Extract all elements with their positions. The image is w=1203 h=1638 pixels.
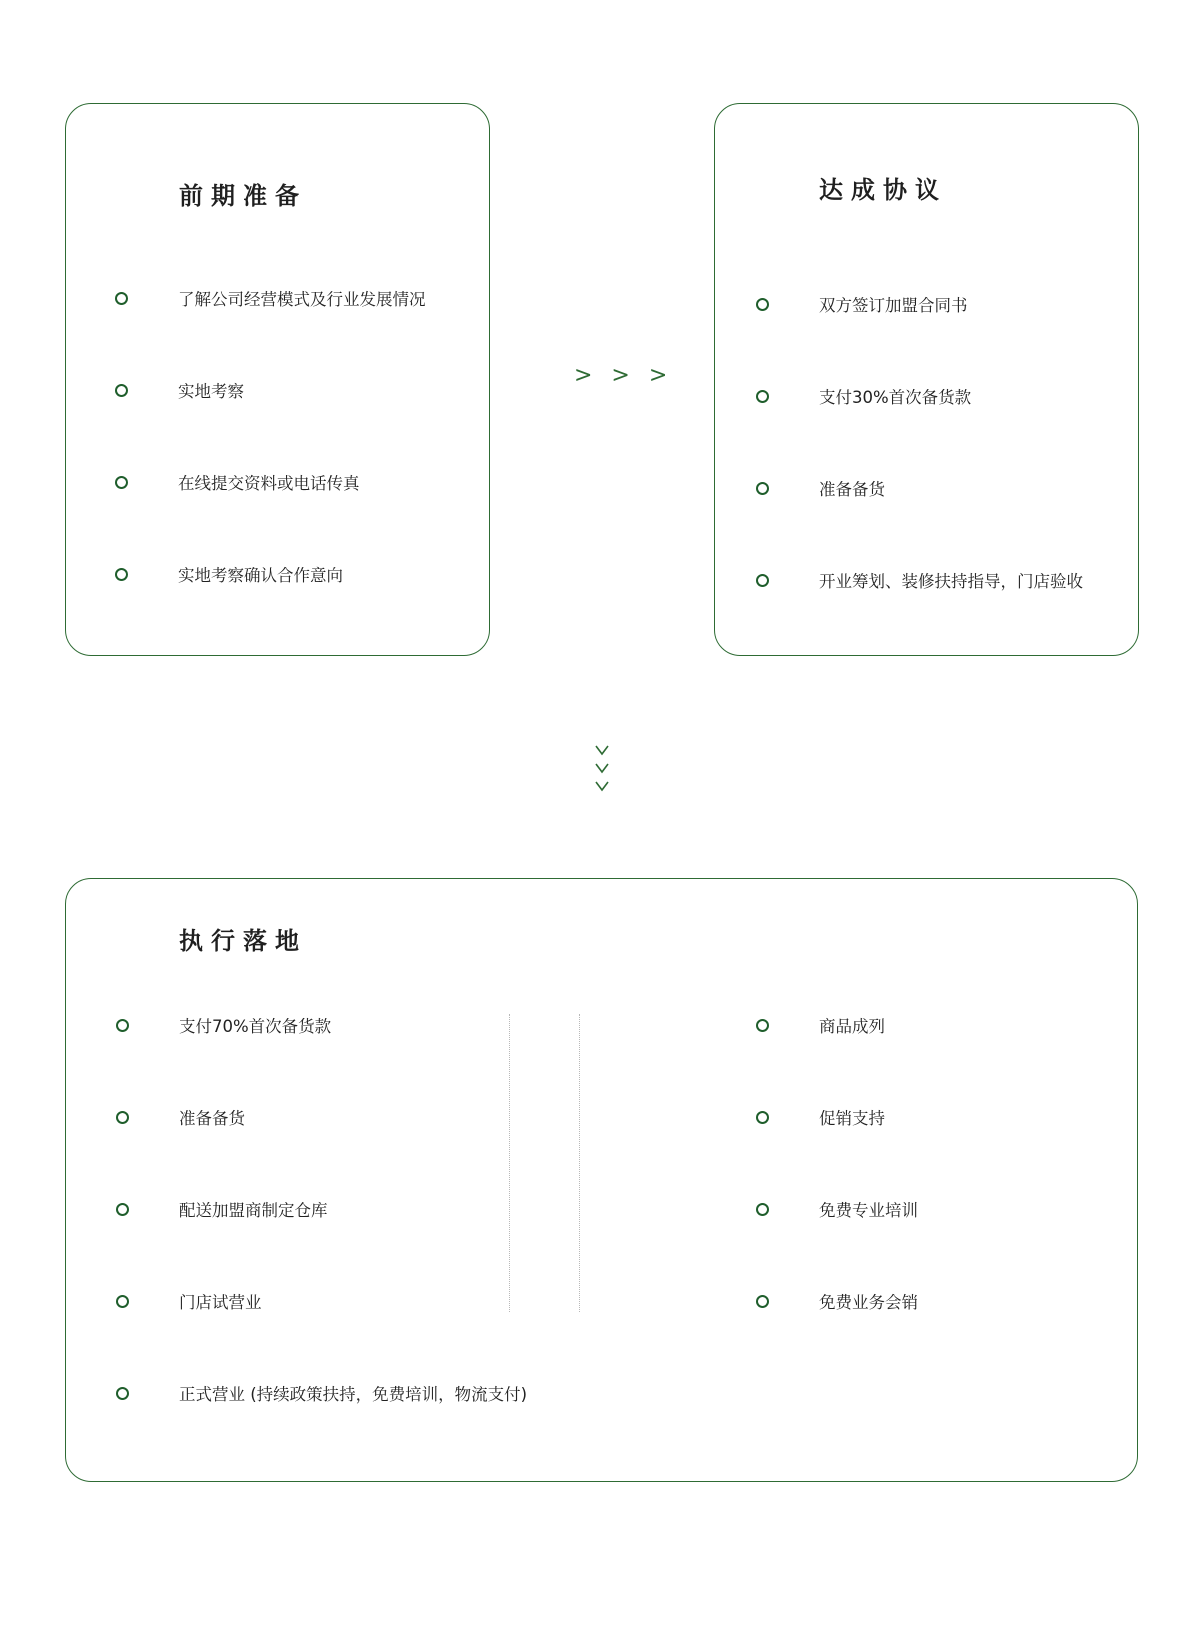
circle-bullet-icon xyxy=(756,1111,769,1124)
list-item xyxy=(756,384,1126,408)
list-item-text: 支付30%首次备货款 xyxy=(819,388,972,407)
column-divider xyxy=(509,1014,510,1312)
list-item-text: 支付70%首次备货款 xyxy=(179,1017,332,1036)
list-item xyxy=(115,378,475,402)
list-item-text: 商品成列 xyxy=(819,1017,885,1036)
list-item xyxy=(115,286,475,310)
list-item xyxy=(756,568,1126,592)
list-item-text: 免费业务会销 xyxy=(819,1293,918,1312)
chevron-down-icon xyxy=(592,740,612,760)
list-item-text: 促销支持 xyxy=(819,1109,885,1128)
card-title: 执行落地 xyxy=(179,927,307,955)
list-item xyxy=(756,292,1126,316)
list-item xyxy=(115,562,475,586)
list-item xyxy=(756,1289,1096,1313)
card-execution xyxy=(65,878,1138,1482)
card-title: 达成协议 xyxy=(819,176,947,204)
list-item xyxy=(756,1105,1096,1129)
list-item-text: 实地考察确认合作意向 xyxy=(178,566,343,585)
list-item xyxy=(756,1013,1096,1037)
list-item-text: 实地考察 xyxy=(178,382,244,401)
list-item-text: 开业筹划、装修扶持指导，门店验收 xyxy=(819,572,1083,591)
circle-bullet-icon xyxy=(116,1111,129,1124)
list-item xyxy=(116,1197,476,1221)
list-item xyxy=(116,1105,476,1129)
list-item-text: 门店试营业 xyxy=(179,1293,262,1312)
column-divider xyxy=(579,1014,580,1312)
circle-bullet-icon xyxy=(756,574,769,587)
card-agreement xyxy=(714,103,1139,656)
chevron-down-triple-icon xyxy=(592,740,612,800)
list-item-text: 了解公司经营模式及行业发展情况 xyxy=(178,290,426,309)
circle-bullet-icon xyxy=(756,390,769,403)
circle-bullet-icon xyxy=(756,1019,769,1032)
chevron-down-icon xyxy=(592,760,612,780)
list-item-text: 在线提交资料或电话传真 xyxy=(178,474,360,493)
list-item xyxy=(115,470,475,494)
list-item xyxy=(116,1289,476,1313)
circle-bullet-icon xyxy=(116,1203,129,1216)
circle-bullet-icon xyxy=(756,1203,769,1216)
list-item-text: 正式营业 (持续政策扶持，免费培训，物流支付) xyxy=(179,1385,528,1404)
circle-bullet-icon xyxy=(756,298,769,311)
circle-bullet-icon xyxy=(115,292,128,305)
list-item xyxy=(116,1013,476,1037)
circle-bullet-icon xyxy=(116,1295,129,1308)
list-item-text: 准备备货 xyxy=(179,1109,245,1128)
list-item xyxy=(116,1381,716,1405)
list-item-text: 免费专业培训 xyxy=(819,1201,918,1220)
circle-bullet-icon xyxy=(756,482,769,495)
circle-bullet-icon xyxy=(115,476,128,489)
chevron-down-icon xyxy=(592,780,612,800)
list-item xyxy=(756,476,1126,500)
circle-bullet-icon xyxy=(116,1387,129,1400)
list-item-text: 准备备货 xyxy=(819,480,885,499)
circle-bullet-icon xyxy=(115,568,128,581)
list-item-text: 双方签订加盟合同书 xyxy=(819,296,968,315)
circle-bullet-icon xyxy=(115,384,128,397)
card-preparation xyxy=(65,103,490,656)
card-title: 前期准备 xyxy=(179,182,307,210)
circle-bullet-icon xyxy=(756,1295,769,1308)
circle-bullet-icon xyxy=(116,1019,129,1032)
list-item xyxy=(756,1197,1096,1221)
chevron-right-triple-icon: > > > xyxy=(574,363,674,388)
list-item-text: 配送加盟商制定仓库 xyxy=(179,1201,328,1220)
